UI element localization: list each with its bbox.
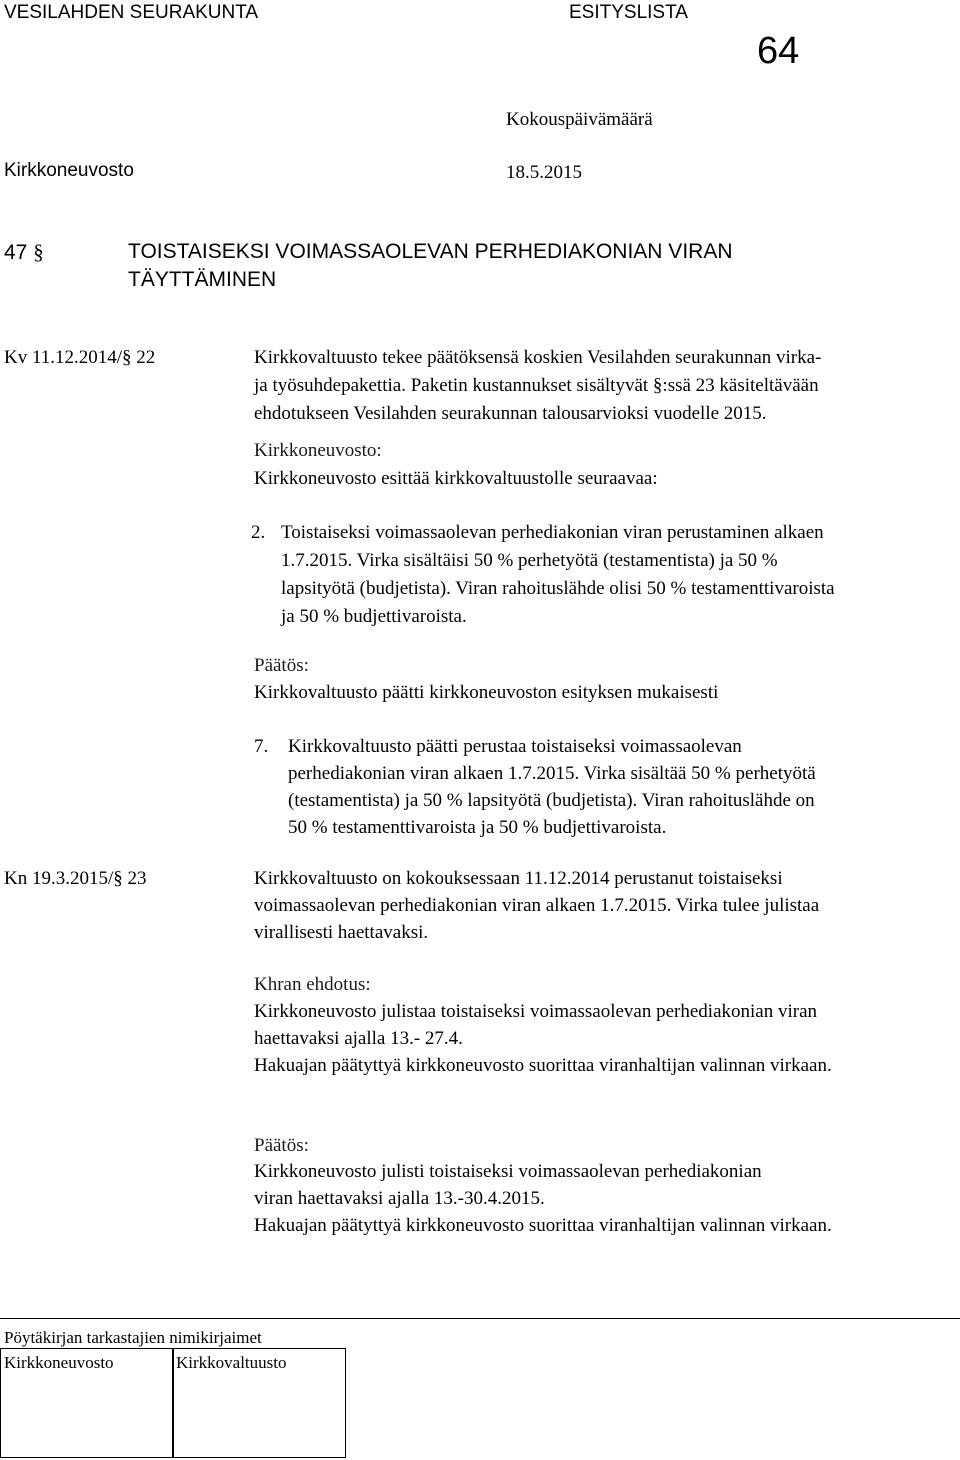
khra-proposal-label: Khran ehdotus: — [254, 974, 371, 995]
item-number-value: 47 — [4, 241, 28, 264]
section-sign: § — [33, 240, 44, 264]
kirkkoneuvosto-label: Kirkkoneuvosto: — [254, 440, 382, 461]
footer-title: Pöytäkirjan tarkastajien nimikirjaimet — [4, 1328, 262, 1347]
proposal-line2: 1.7.2015. Virka sisältäisi 50 % perhetyötä (testamentista) ja 50 % — [281, 550, 778, 571]
organization-name: VESILAHDEN SEURAKUNTA — [4, 2, 259, 23]
kv-decision-text: Kirkkovaltuusto päätti kirkkoneuvoston esityksen mukaisesti — [254, 682, 719, 703]
item-title-line1: TOISTAISEKSI VOIMASSAOLEVAN PERHEDIAKONIAN VIRAN — [128, 240, 733, 263]
kv-paragraph-line1: Kirkkovaltuusto tekee päätöksensä koskien Vesilahden seurakunnan virka- — [254, 347, 822, 368]
kn-reference: Kn 19.3.2015/§ 23 — [4, 868, 147, 889]
kn-decision-line2: viran haettavaksi ajalla 13.-30.4.2015. — [254, 1188, 545, 1209]
page-number: 64 — [757, 30, 800, 72]
proposal-number: 2. — [251, 522, 266, 543]
khra-proposal-line3: Hakuajan päätyttyä kirkkoneuvosto suorittaa viranhaltijan valinnan virkaan. — [254, 1055, 832, 1076]
kv-decision-label: Päätös: — [254, 655, 309, 676]
item-number — [4, 240, 44, 265]
kv-paragraph-line3: ehdotukseen Vesilahden seurakunnan talousarvioksi vuodelle 2015. — [254, 403, 767, 424]
kn-decision-line3: Hakuajan päätyttyä kirkkoneuvosto suorittaa viranhaltijan valinnan virkaan. — [254, 1215, 832, 1236]
kn-decision-label: Päätös: — [254, 1135, 309, 1156]
proposal-line3: lapsityötä (budjetista). Viran rahoituslähde olisi 50 % testamenttivaroista — [281, 578, 835, 599]
decision-line3: (testamentista) ja 50 % lapsityötä (budjetista). Viran rahoituslähde on — [288, 790, 815, 811]
decision-line2: perhediakonian viran alkaen 1.7.2015. Virka sisältää 50 % perhetyötä — [288, 763, 816, 784]
proposal-line1: Toistaiseksi voimassaolevan perhediakonian viran perustaminen alkaen — [281, 522, 824, 543]
initials-box-kirkkoneuvosto — [0, 1348, 174, 1458]
decision-number: 7. — [254, 736, 269, 757]
kn-decision-line1: Kirkkoneuvosto julisti toistaiseksi voimassaolevan perhediakonian — [254, 1161, 762, 1182]
document-type: ESITYSLISTA — [569, 2, 688, 23]
meeting-date: 18.5.2015 — [506, 162, 582, 183]
footer-divider — [0, 1318, 960, 1319]
khra-proposal-line1: Kirkkoneuvosto julistaa toistaiseksi voimassaolevan perhediakonian viran — [254, 1001, 818, 1022]
item-title-line2: TÄYTTÄMINEN — [128, 268, 277, 291]
kn-paragraph-line2: voimassaolevan perhediakonian viran alkaen 1.7.2015. Virka tulee julistaa — [254, 895, 820, 916]
kirkkoneuvosto-proposal-intro: Kirkkoneuvosto esittää kirkkovaltuustolle seuraavaa: — [254, 468, 658, 489]
kv-paragraph-line2: ja työsuhdepakettia. Paketin kustannukset sisältyvät §:ssä 23 käsiteltävään — [254, 375, 819, 396]
meeting-date-label: Kokouspäivämäärä — [506, 109, 653, 130]
kn-paragraph-line3: virallisesti haettavaksi. — [254, 922, 429, 943]
footer-col-kirkkoneuvosto: Kirkkoneuvosto — [4, 1353, 114, 1372]
proposal-line4: ja 50 % budjettivaroista. — [281, 606, 467, 627]
footer-col-kirkkovaltuusto: Kirkkovaltuusto — [176, 1353, 287, 1372]
decision-line4: 50 % testamenttivaroista ja 50 % budjettivaroista. — [288, 817, 667, 838]
khra-proposal-line2: haettavaksi ajalla 13.- 27.4. — [254, 1028, 463, 1049]
meeting-body: Kirkkoneuvosto — [4, 160, 134, 181]
initials-box-kirkkovaltuusto — [172, 1348, 346, 1458]
kn-paragraph-line1: Kirkkovaltuusto on kokouksessaan 11.12.2014 perustanut toistaiseksi — [254, 868, 783, 889]
kv-reference: Kv 11.12.2014/§ 22 — [4, 347, 156, 368]
decision-line1: Kirkkovaltuusto päätti perustaa toistaiseksi voimassaolevan — [288, 736, 742, 757]
